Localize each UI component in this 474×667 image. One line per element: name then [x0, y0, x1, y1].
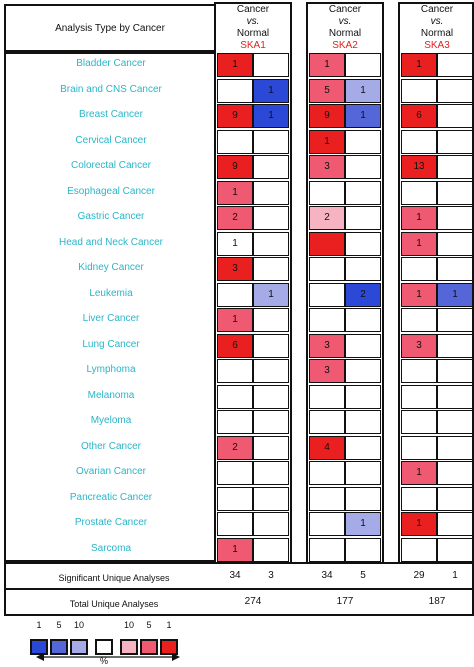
column-header-cancer: Cancer	[420, 4, 454, 15]
heatmap-cell-up: 2	[217, 436, 253, 460]
heatmap-cell-down	[253, 436, 289, 460]
heatmap-cell-up: 9	[217, 104, 253, 128]
heatmap-cell-up: 9	[309, 104, 345, 128]
row-label: Bladder Cancer	[76, 58, 146, 69]
column-header-vs: vs.	[246, 16, 260, 27]
gene-label-ska3: SKA3	[424, 40, 450, 51]
legend-arrow	[0, 651, 474, 663]
row-label: Prostate Cancer	[74, 517, 148, 528]
heatmap-cell-up	[401, 181, 437, 205]
heatmap-cell-down	[345, 334, 381, 358]
heatmap-cell-up: 6	[401, 104, 437, 128]
heatmap-cell-down	[253, 538, 289, 562]
row-label: Lung Cancer	[82, 338, 140, 350]
column-header-normal: Normal	[236, 28, 270, 39]
heatmap-cell-up: 2	[217, 206, 253, 230]
legend-arrow-right-head	[172, 653, 180, 661]
heatmap-cell-down	[253, 359, 289, 383]
row-label: Leukemia	[89, 287, 133, 299]
row-label: Melanoma	[87, 389, 135, 401]
column-header-vs: vs.	[338, 16, 352, 27]
heatmap-cell-up	[217, 410, 253, 434]
heatmap-cell-down	[345, 257, 381, 281]
heatmap-cell-up: 9	[217, 155, 253, 179]
heatmap-cell-down	[437, 487, 473, 511]
heatmap-cell-up: 3	[401, 334, 437, 358]
heatmap-cell-down	[253, 461, 289, 485]
heatmap-cell-up	[309, 283, 345, 307]
row-label: Other Cancer	[80, 440, 142, 452]
heatmap-cell-down	[437, 436, 473, 460]
heatmap-cell-down: 1	[345, 104, 381, 128]
row-label: Ovarian Cancer	[75, 466, 147, 477]
heatmap-cell-down	[437, 512, 473, 536]
significant-value: 5	[360, 570, 366, 581]
heatmap-cell-down	[345, 308, 381, 332]
heatmap-cell-down	[345, 436, 381, 460]
heatmap-cell-down	[345, 206, 381, 230]
heatmap-cell-up: 3	[309, 155, 345, 179]
row-label: Liver Cancer	[82, 313, 140, 324]
heatmap-cell-up	[309, 232, 345, 256]
heatmap-cell-down	[253, 308, 289, 332]
heatmap-cell-down	[253, 181, 289, 205]
heatmap-cell-up: 1	[309, 130, 345, 154]
significant-value: 29	[413, 570, 425, 581]
heatmap-cell-down	[253, 130, 289, 154]
heatmap-cell-down	[345, 538, 381, 562]
heatmap-cell-down	[437, 79, 473, 103]
heatmap-cell-up	[217, 487, 253, 511]
column-header-cancer: Cancer	[236, 4, 270, 15]
heatmap-cell-down: 1	[437, 283, 473, 307]
heatmap-cell-up: 1	[217, 181, 253, 205]
total-value: 274	[244, 596, 262, 607]
heatmap-cell-down: 1	[345, 79, 381, 103]
heatmap-cell-down: 2	[345, 283, 381, 307]
heatmap-cell-up	[401, 130, 437, 154]
heatmap-cell-down	[253, 512, 289, 536]
heatmap-cell-down	[437, 385, 473, 409]
heatmap-cell-down	[437, 308, 473, 332]
heatmap-cell-up	[401, 487, 437, 511]
row-label: Cervical Cancer	[75, 134, 147, 146]
row-label: Esophageal Cancer	[67, 185, 155, 197]
heatmap-cell-up	[309, 538, 345, 562]
heatmap-cell-down	[253, 410, 289, 434]
heatmap-cell-up	[309, 181, 345, 205]
total-value: 187	[428, 596, 446, 607]
row-label: Brain and CNS Cancer	[60, 83, 162, 95]
heatmap-cell-down	[437, 53, 473, 77]
heatmap-cell-up: 1	[401, 232, 437, 256]
heatmap-cell-down	[437, 155, 473, 179]
row-header-title: Analysis Type by Cancer	[55, 23, 165, 34]
heatmap-cell-down	[437, 410, 473, 434]
heatmap-cell-up: 5	[309, 79, 345, 103]
heatmap-cell-down	[253, 206, 289, 230]
significant-value: 34	[321, 570, 333, 581]
heatmap-cell-up: 1	[217, 538, 253, 562]
heatmap-cell-up	[217, 283, 253, 307]
heatmap-cell-up	[217, 385, 253, 409]
heatmap-cell-up	[401, 257, 437, 281]
significant-label: Significant Unique Analyses	[58, 573, 170, 583]
heatmap-cell-down: 1	[345, 512, 381, 536]
heatmap-cell-up	[217, 359, 253, 383]
heatmap-cell-up	[401, 359, 437, 383]
heatmap-cell-down	[437, 130, 473, 154]
legend-label-down: 5	[56, 620, 62, 630]
heatmap-cell-up: 1	[309, 53, 345, 77]
heatmap-cell-down	[437, 257, 473, 281]
legend-label-up: 5	[146, 620, 152, 630]
heatmap-cell-up	[401, 79, 437, 103]
heatmap-cell-down	[345, 359, 381, 383]
heatmap-cell-up: 1	[217, 232, 253, 256]
row-label: Head and Neck Cancer	[59, 236, 163, 248]
heatmap-cell-down: 1	[253, 283, 289, 307]
heatmap-cell-up	[401, 410, 437, 434]
significant-value: 1	[452, 570, 458, 581]
heatmap-cell-up	[309, 487, 345, 511]
heatmap-cell-up	[401, 436, 437, 460]
heatmap-cell-down	[437, 104, 473, 128]
heatmap-cell-up	[309, 257, 345, 281]
heatmap-cell-down	[253, 257, 289, 281]
row-label: Kidney Cancer	[78, 262, 144, 273]
heatmap-cell-down: 1	[253, 79, 289, 103]
heatmap-cell-up	[309, 385, 345, 409]
heatmap-cell-down	[437, 461, 473, 485]
heatmap-cell-up: 1	[401, 461, 437, 485]
gene-label-ska1: SKA1	[240, 40, 266, 51]
heatmap-cell-down	[345, 410, 381, 434]
legend-label-down: 10	[73, 620, 84, 630]
heatmap-cell-up	[401, 385, 437, 409]
legend-unit: %	[100, 656, 109, 666]
heatmap-cell-down	[345, 385, 381, 409]
heatmap-cell-down	[437, 206, 473, 230]
heatmap-cell-down	[437, 538, 473, 562]
heatmap-cell-up: 6	[217, 334, 253, 358]
legend-label-down: 1	[36, 620, 42, 630]
significant-value: 3	[268, 570, 274, 581]
heatmap-cell-down	[345, 181, 381, 205]
row-label: Gastric Cancer	[77, 211, 145, 222]
legend-arrow-left-head	[36, 653, 44, 661]
heatmap-cell-up: 4	[309, 436, 345, 460]
heatmap-cell-up: 1	[217, 308, 253, 332]
heatmap-cell-down	[345, 53, 381, 77]
heatmap-cell-down	[345, 487, 381, 511]
heatmap-cell-up	[217, 512, 253, 536]
heatmap-cell-down	[345, 461, 381, 485]
heatmap-cell-down	[345, 130, 381, 154]
row-label: Colorectal Cancer	[70, 160, 152, 171]
heatmap-cell-up: 3	[309, 359, 345, 383]
heatmap-cell-down	[253, 385, 289, 409]
gene-label-ska2: SKA2	[332, 40, 358, 51]
heatmap-cell-down	[253, 487, 289, 511]
heatmap-cell-up: 1	[217, 53, 253, 77]
heatmap-cell-down	[437, 334, 473, 358]
heatmap-cell-up	[309, 461, 345, 485]
heatmap-cell-up	[309, 308, 345, 332]
heatmap-cell-up: 3	[217, 257, 253, 281]
legend-label-up: 1	[166, 620, 172, 630]
heatmap-cell-up	[309, 410, 345, 434]
heatmap-cell-up: 2	[309, 206, 345, 230]
column-header-vs: vs.	[430, 16, 444, 27]
row-label: Lymphoma	[86, 364, 136, 375]
column-header-normal: Normal	[420, 28, 454, 39]
heatmap-cell-down: 1	[253, 104, 289, 128]
total-value: 177	[336, 596, 354, 607]
heatmap-cell-up	[217, 130, 253, 154]
heatmap-cell-down	[437, 232, 473, 256]
significant-value: 34	[229, 570, 241, 581]
heatmap-cell-down	[253, 53, 289, 77]
row-label: Myeloma	[90, 415, 132, 426]
heatmap-cell-up: 13	[401, 155, 437, 179]
heatmap-cell-down	[437, 359, 473, 383]
heatmap-cell-up	[217, 79, 253, 103]
heatmap-cell-up: 1	[401, 512, 437, 536]
heatmap-cell-down	[345, 232, 381, 256]
row-label: Sarcoma	[90, 542, 131, 554]
heatmap-cell-up	[401, 538, 437, 562]
heatmap-cell-up: 3	[309, 334, 345, 358]
legend-label-up: 10	[123, 620, 134, 630]
row-label: Pancreatic Cancer	[69, 491, 153, 503]
heatmap-cell-down	[253, 232, 289, 256]
heatmap-cell-up	[401, 308, 437, 332]
heatmap-cell-up	[217, 461, 253, 485]
heatmap-cell-down	[345, 155, 381, 179]
heatmap-cell-down	[253, 334, 289, 358]
heatmap-cell-up: 1	[401, 206, 437, 230]
heatmap-cell-up: 1	[401, 283, 437, 307]
heatmap-cell-down	[253, 155, 289, 179]
heatmap-cell-up: 1	[401, 53, 437, 77]
row-label: Breast Cancer	[79, 109, 143, 120]
row-header-box	[4, 4, 216, 52]
column-header-cancer: Cancer	[328, 4, 362, 15]
total-label: Total Unique Analyses	[69, 599, 159, 609]
heatmap-cell-up	[309, 512, 345, 536]
heatmap-cell-down	[437, 181, 473, 205]
column-header-normal: Normal	[328, 28, 362, 39]
